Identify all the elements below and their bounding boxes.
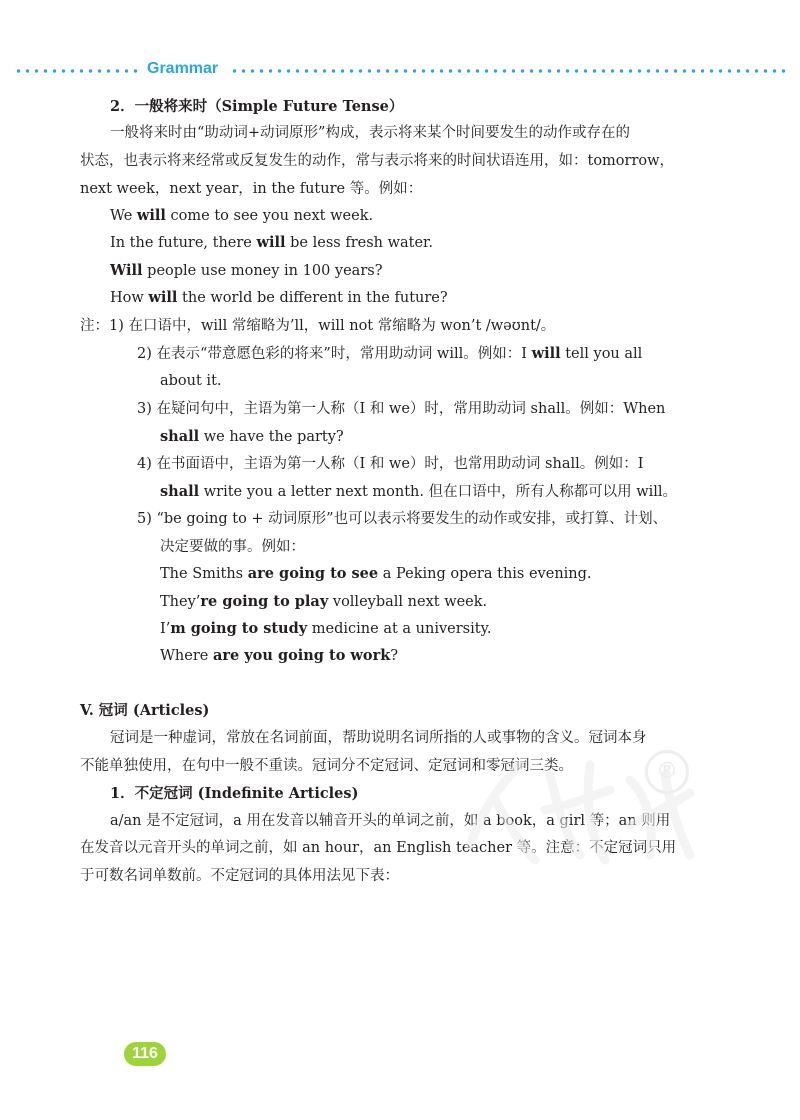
- example-sentence: How will the world be different in the future?: [110, 289, 448, 306]
- going-to-example: The Smiths are going to see a Peking opera this evening.: [160, 565, 592, 582]
- page-header: [0, 58, 800, 84]
- note-3-continued: shall we have the party?: [160, 428, 344, 445]
- paragraph-line: 冠词是一种虚词，常放在名词前面，帮助说明名词所指的人或事物的含义。冠词本身: [110, 730, 647, 746]
- paragraph-line: 一般将来时由“助动词+动词原形”构成，表示将来某个时间要发生的动作或存在的: [110, 125, 630, 141]
- paragraph-line: 在发音以元音开头的单词之前，如 an hour，an English teacher 等。注意：不定冠词只用: [80, 840, 677, 856]
- paragraph-line: next week，next year，in the future 等。例如：: [80, 181, 423, 197]
- registered-mark: ®: [645, 750, 689, 794]
- future-tense-heading: 2．一般将来时（Simple Future Tense）: [110, 98, 404, 115]
- note-4-continued: shall write you a letter next month. 但在口语中，所有人称都可以用 will。: [160, 483, 678, 500]
- paragraph-line: 状态，也表示将来经常或反复发生的动作，常与表示将来的时间状语连用，如：tomorrow，: [80, 153, 675, 169]
- indefinite-articles-heading: 1．不定冠词 (Indefinite Articles): [110, 785, 359, 802]
- paragraph-line: 于可数名词单数前。不定冠词的具体用法见下表：: [80, 868, 399, 884]
- note-2-continued: about it.: [160, 373, 222, 389]
- note-5: 5) “be going to + 动词原形”也可以表示将要发生的动作或安排，或打算、计划、: [137, 511, 668, 527]
- page-number-badge: 116: [124, 1042, 166, 1066]
- example-sentence: Will people use money in 100 years?: [110, 262, 383, 279]
- note-5-continued: 决定要做的事。例如：: [160, 539, 305, 555]
- header-dots-left: [14, 69, 142, 73]
- header-dots-right: [230, 69, 790, 73]
- note-1: 注：1) 在口语中，will 常缩略为’ll，will not 常缩略为 won’t /wəʊnt/。: [80, 318, 556, 334]
- going-to-example: They’re going to play volleyball next week.: [160, 593, 488, 610]
- note-3: 3) 在疑问句中，主语为第一人称（I 和 we）时，常用助动词 shall。例如：When: [137, 401, 666, 417]
- paragraph-line: 不能单独使用，在句中一般不重读。冠词分不定冠词、定冠词和零冠词三类。: [80, 758, 573, 774]
- articles-heading: V. 冠词 (Articles): [80, 702, 210, 719]
- going-to-example: Where are you going to work?: [160, 647, 399, 664]
- going-to-example: I’m going to study medicine at a university.: [160, 620, 492, 637]
- example-sentence: We will come to see you next week.: [110, 207, 374, 224]
- paragraph-line: a/an 是不定冠词，a 用在发音以辅音开头的单词之前，如 a book，a girl 等；an 则用: [110, 813, 671, 829]
- note-2: 2) 在表示“带意愿色彩的将来”时，常用助动词 will。例如：I will tell you all: [137, 345, 643, 362]
- note-4: 4) 在书面语中，主语为第一人称（I 和 we）时，也常用助动词 shall。例如：I: [137, 456, 644, 472]
- section-title: Grammar: [147, 60, 219, 77]
- example-sentence: In the future, there will be less fresh water.: [110, 234, 434, 251]
